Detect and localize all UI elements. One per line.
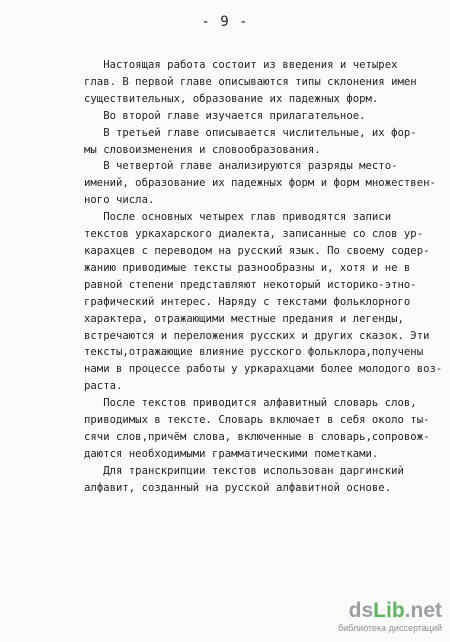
text-line: даются необходимыми грамматическими пометками. xyxy=(84,447,379,460)
text-line: После текстов приводится алфавитный словарь слов, xyxy=(84,397,417,410)
watermark-logo-lib: Lib xyxy=(373,599,405,622)
text-line: алфавит, созданный на русской алфавитной основе. xyxy=(84,481,392,494)
text-line: имений, образование их падежных форм и форм множествен- xyxy=(84,177,436,190)
text-line: карахцев с переводом на русский язык. По своему содер- xyxy=(84,244,430,257)
text-line: встречаются и переложения русских и других сказок. Эти xyxy=(84,329,430,342)
body-text xyxy=(84,57,446,497)
text-line: Для транскрипции текстов использован даргинский xyxy=(84,464,404,477)
text-line: нами в процессе работы у уркарахцами более молодого воз- xyxy=(84,363,443,376)
text-line: сячи слов,причём слова, включенные в словарь,сопровож- xyxy=(84,430,430,443)
watermark-logo-net: .net xyxy=(404,599,442,622)
text-line: В третьей главе описывается числительные, их фор- xyxy=(84,126,417,139)
text-line: глав. В первой главе описываются типы склонения имен xyxy=(84,75,417,88)
text-line: Настоящая работа состоит из введения и четырех xyxy=(84,59,398,71)
watermark-logo-ds: ds xyxy=(348,599,374,622)
text-line: В четвертой главе анализируются разряды место- xyxy=(84,160,398,173)
text-line: тексты,отражающие влияние русского фольклора,получены xyxy=(84,346,424,359)
text-line: мы словоизменения и словообразования. xyxy=(84,143,321,156)
text-line: графический интерес. Наряду с текстами фольклорного xyxy=(84,295,411,308)
text-line: существительных, образование их падежных форм. xyxy=(84,92,379,105)
text-line: текстов уркахарского диалекта, записанные со слов ур- xyxy=(84,228,424,241)
watermark-caption: библиотека диссертаций xyxy=(337,623,442,633)
text-line: характера, отражающими местные предания и легенды, xyxy=(84,312,404,325)
text-line: жанию приводимые тексты разнообразны и, хотя и не в xyxy=(84,261,411,274)
text-line: равной степени представляют некоторый историко-этно- xyxy=(84,278,417,291)
text-line: раста. xyxy=(84,380,123,393)
text-line: приводимых в тексте. Словарь включает в себя около ты- xyxy=(84,414,430,427)
page-number: - 9 - xyxy=(201,14,249,30)
text-line: Во второй главе изучается прилагательное. xyxy=(84,109,366,122)
text-line: ного числа. xyxy=(84,194,155,207)
watermark-logo xyxy=(349,600,442,622)
watermark xyxy=(324,600,442,636)
text-line: После основных четырех глав приводятся записи xyxy=(84,211,392,224)
